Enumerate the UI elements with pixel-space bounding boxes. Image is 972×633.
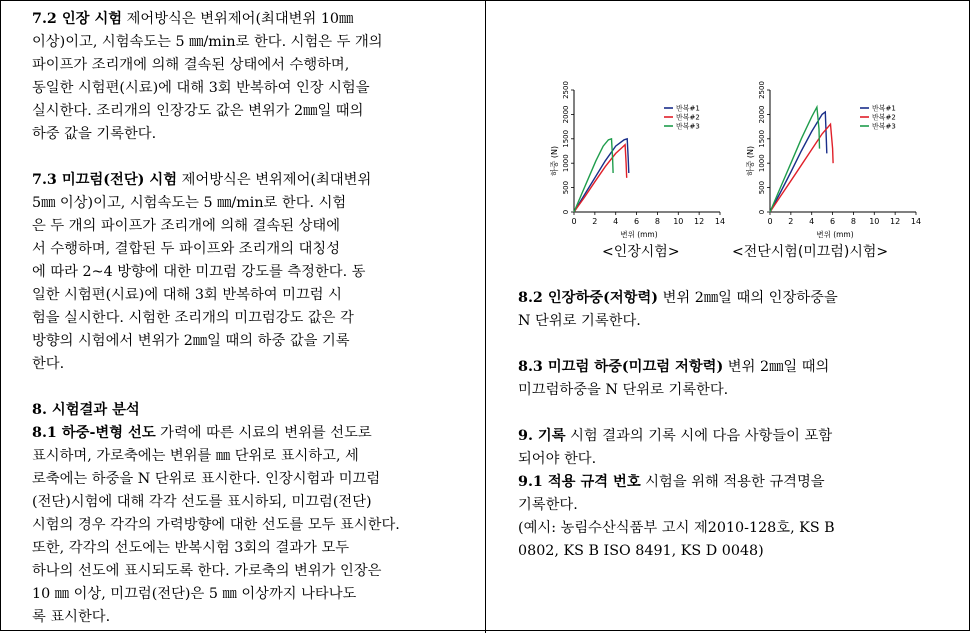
section-8-heading: 8. 시험결과 분석: [32, 402, 140, 418]
section-8-1-line: 하나의 선도에 표시되도록 한다. 가로축의 변위가 인장은: [32, 563, 382, 579]
tension-y-tick-label: 0: [562, 209, 570, 215]
section-7-3-line: 일한 시험편(시료)에 대해 3회 반복하여 미끄럼 시: [32, 287, 342, 303]
tension-y-tick-label: 2000: [562, 105, 570, 124]
shear-x-tick-label: 10: [869, 217, 880, 226]
tension-x-tick-label: 14: [714, 217, 726, 226]
tension-y-tick-label: 2500: [562, 81, 570, 99]
tension-x-tick-label: 4: [613, 217, 619, 226]
shear-x-tick-label: 8: [850, 217, 856, 226]
spacer: [518, 402, 938, 425]
tension-x-tick-label: 6: [634, 217, 640, 226]
shear-y-tick-label: 500: [758, 180, 766, 195]
section-8-2-heading: 8.2 인장하중(저항력): [518, 290, 659, 306]
section-7-3: [32, 169, 452, 376]
section-7-3-line: 방향의 시험에서 변위가 2㎜일 때의 하중 값을 기록: [32, 333, 350, 349]
shear-legend-label: 반복#1: [872, 104, 896, 113]
section-9-1: [518, 471, 938, 517]
section-9-line: 시험 결과의 기록 시에 다음 사항들이 포함: [565, 428, 833, 444]
shear-x-tick-label: 4: [809, 217, 815, 226]
tension-legend-label: 반복#3: [676, 122, 700, 131]
section-7-2: [32, 8, 452, 146]
shear-x-tick-label: 12: [890, 217, 901, 226]
shear-chart-caption: <전단시험(미끄럼)시험>: [732, 244, 889, 260]
shear-x-tick-label: 6: [830, 217, 836, 226]
section-7-3-line: 한다.: [32, 356, 65, 372]
example-line: (예시: 농림수산식품부 고시 제2010-128호, KS B: [518, 520, 835, 536]
section-7-3-line: 험을 실시한다. 시험한 조리개의 미끄럼강도 값은 각: [32, 310, 354, 326]
tension-test-chart: [552, 80, 732, 240]
section-7-3-line: 서 수행하며, 결합된 두 파이프와 조리개의 대칭성: [32, 241, 341, 257]
tension-x-axis-label: 변위 (mm): [620, 230, 658, 239]
section-8-1: [32, 422, 452, 629]
spacer: [32, 146, 452, 169]
section-7-2-line: 이상)이고, 시험속도는 5 ㎜/min로 한다. 시험은 두 개의: [32, 34, 383, 50]
shear-x-axis-label: 변위 (mm): [816, 230, 854, 239]
shear-y-tick-label: 0: [758, 209, 766, 215]
section-9-1-line: 기록한다.: [518, 497, 578, 513]
section-8-1-line: 10 ㎜ 이상, 미끄럼(전단)은 5 ㎜ 이상까지 나타나도: [32, 586, 357, 602]
section-8-1-line: 표시하며, 가로축에는 변위를 ㎜ 단위로 표시하고, 세: [32, 448, 359, 464]
shear-y-axis-label: 하중 (N): [746, 145, 755, 177]
section-8-3: [518, 356, 938, 402]
tension-x-tick-label: 12: [694, 217, 705, 226]
shear-x-tick-label: 2: [788, 217, 794, 226]
section-8-1-line: 또한, 각각의 선도에는 반복시험 3회의 결과가 모두: [32, 540, 350, 556]
shear-y-tick-label: 1000: [758, 154, 766, 173]
section-7-2-line: 파이프가 조리개에 의해 결속된 상태에서 수행하며,: [32, 57, 350, 73]
section-8-1-line: (전단)시험에 대해 각각 선도를 표시하되, 미끄럼(전단): [32, 494, 372, 510]
section-8-3-line: 변위 2㎜일 때의: [723, 359, 830, 375]
section-9-1-line: 시험을 위해 적용한 규격명을: [640, 474, 825, 490]
shear-y-tick-label: 1500: [758, 129, 766, 148]
section-7-3-heading: 7.3 미끄럼(전단) 시험: [32, 172, 178, 188]
tension-x-tick-label: 2: [592, 217, 598, 226]
section-9-line: 되어야 한다.: [518, 451, 597, 467]
tension-y-tick-label: 1000: [562, 154, 570, 173]
section-9-heading: 9. 기록: [518, 428, 566, 444]
section-8-1-heading: 8.1 하중-변형 선도: [32, 425, 156, 441]
column-divider: [485, 0, 486, 633]
tension-y-tick-label: 1500: [562, 129, 570, 148]
tension-x-tick-label: 8: [654, 217, 660, 226]
section-9-1-heading: 9.1 적용 규격 번호: [518, 474, 641, 490]
example-note: [518, 517, 938, 563]
shear-y-tick-label: 2000: [758, 105, 766, 124]
shear-x-tick-label: 14: [910, 217, 922, 226]
section-7-2-heading: 7.2 인장 시험: [32, 11, 123, 27]
section-8-3-line: 미끄럼하중을 N 단위로 기록한다.: [518, 382, 729, 398]
section-9: [518, 425, 938, 471]
section-7-2-line: 하중 값을 기록한다.: [32, 126, 157, 142]
section-8-2-line: N 단위로 기록한다.: [518, 313, 641, 329]
left-column: [32, 8, 452, 629]
tension-y-tick-label: 500: [562, 180, 570, 195]
section-7-2-line: 제어방식은 변위제어(최대변위 10㎜: [122, 11, 354, 27]
spacer: [32, 376, 452, 399]
tension-legend-label: 반복#2: [676, 113, 700, 122]
tension-series-2: [574, 145, 627, 212]
tension-chart-caption: <인장시험>: [602, 244, 680, 260]
shear-series-3: [770, 107, 820, 212]
section-8-1-line: 가력에 따른 시료의 변위를 선도로: [155, 425, 372, 441]
section-7-2-line: 동일한 시험편(시료)에 대해 3회 반복하여 인장 시험을: [32, 80, 370, 96]
example-line: 0802, KS B ISO 8491, KS D 0048): [518, 543, 764, 559]
section-8-1-line: 로축에는 하중을 N 단위로 표시한다. 인장시험과 미끄럼: [32, 471, 381, 487]
section-8-1-line: 시험의 경우 각각의 가력방향에 대한 선도를 모두 표시한다.: [32, 517, 400, 533]
section-7-3-line: 5㎜ 이상)이고, 시험속도는 5 ㎜/min로 한다. 시험: [32, 195, 347, 211]
section-8-1-line: 록 표시한다.: [32, 609, 111, 625]
tension-legend-label: 반복#1: [676, 104, 700, 113]
section-7-3-line: 제어방식은 변위제어(최대변위: [177, 172, 372, 188]
section-7-3-line: 은 두 개의 파이프가 조리개에 의해 결속된 상태에: [32, 218, 341, 234]
tension-x-tick-label: 10: [673, 217, 684, 226]
shear-x-tick-label: 0: [767, 217, 773, 226]
section-8-3-heading: 8.3 미끄럼 하중(미끄럼 저항력): [518, 359, 724, 375]
tension-x-tick-label: 0: [571, 217, 577, 226]
section-8-2-line: 변위 2㎜일 때의 인장하중을: [658, 290, 838, 306]
shear-legend-label: 반복#2: [872, 113, 896, 122]
spacer: [518, 333, 938, 356]
tension-y-axis-label: 하중 (N): [550, 145, 559, 177]
shear-y-tick-label: 2500: [758, 81, 766, 99]
section-7-3-line: 에 따라 2~4 방향에 대한 미끄럼 강도를 측정한다. 동: [32, 264, 366, 280]
section-7-2-line: 실시한다. 조리개의 인장강도 값은 변위가 2㎜일 때의: [32, 103, 364, 119]
section-8-2: [518, 287, 938, 333]
right-column-text: [518, 287, 938, 563]
shear-legend-label: 반복#3: [872, 122, 896, 131]
shear-test-chart: [748, 80, 928, 240]
